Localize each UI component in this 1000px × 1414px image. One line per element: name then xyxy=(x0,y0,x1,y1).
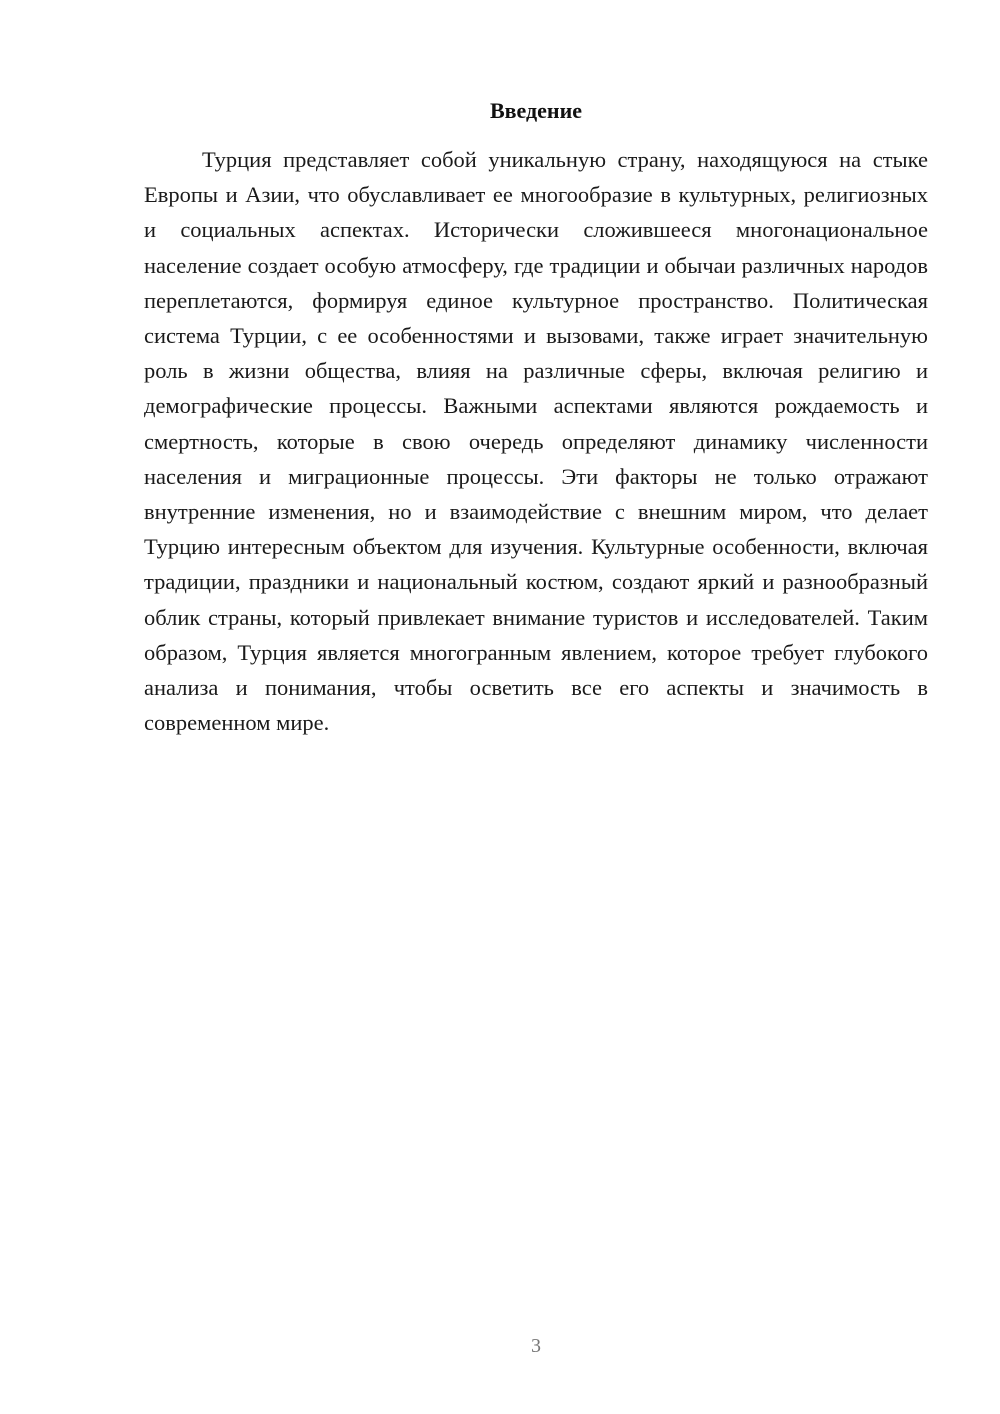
introduction-paragraph: Турция представляет собой уникальную страну, находящуюся на стыке Европы и Азии, что обуславливает ее многообразие в культурных, религиозных и социальных аспектах. Исторически сложившееся многонациональное население создает особую атмосферу, где традиции и обычаи различных народов переплетаются, формируя единое культурное пространство. Политическая система Турции, с ее особенностями и вызовами, также играет значительную роль в жизни общества, влияя на различные сферы, включая религию и демографические процессы. Важными аспектами являются рождаемость и смертность, которые в свою очередь определяют динамику численности населения и миграционные процессы. Эти факторы не только отражают внутренние изменения, но и взаимодействие с внешним миром, что делает Турцию интересным объектом для изучения. Культурные особенности, включая традиции, праздники и национальный костюм, создают яркий и разнообразный облик страны, который привлекает внимание туристов и исследователей. Таким образом, Турция является многогранным явлением, которое требует глубокого анализа и понимания, чтобы осветить все его аспекты и значимость в современном мире. xyxy=(144,147,928,736)
page-number: 3 xyxy=(531,1335,541,1357)
section-heading: Введение xyxy=(489,98,583,123)
